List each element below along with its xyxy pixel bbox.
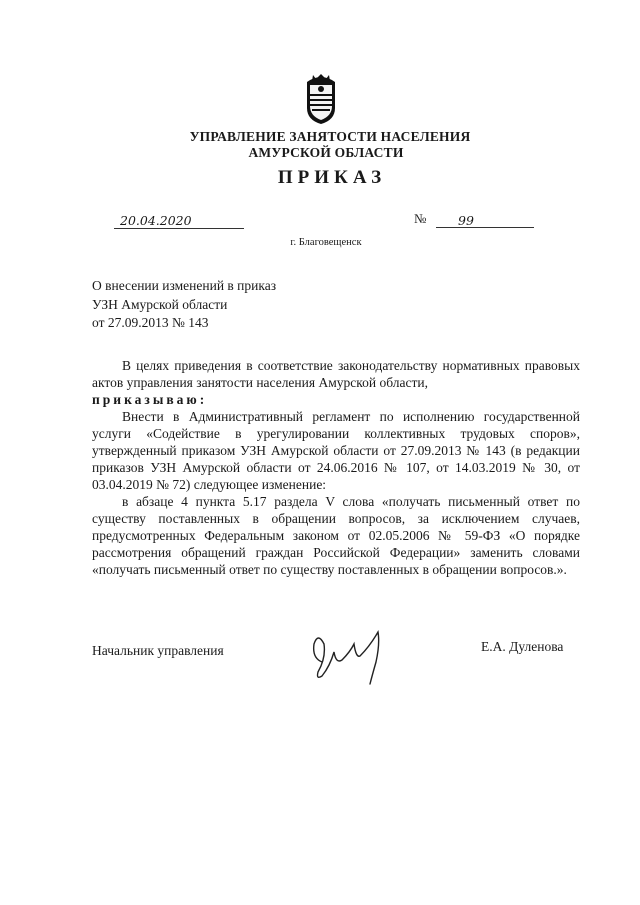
organization-name: УПРАВЛЕНИЕ ЗАНЯТОСТИ НАСЕЛЕНИЯ [189, 129, 471, 144]
number-label: № [414, 211, 427, 226]
order-word: приказываю: [92, 392, 208, 407]
change-paragraph: в абзаце 4 пункта 5.17 раздела V слова «получать письменный ответ по существу поставленных в обращении вопросов, за исключением случаев, предусмотренных Федеральным законом от 02.05.2006 № 59-ФЗ «О порядке рассмотрения обращений граждан Российской Федерации» заменить словами «получать письменный ответ по существу поставленных в обращении вопросов.». [92, 494, 580, 577]
handwritten-signature [300, 622, 400, 692]
order-number: 99 [436, 213, 534, 228]
order-date: 20.04.2020 [114, 213, 244, 229]
subject-line: УЗН Амурской области [92, 296, 228, 312]
preamble-text: В целях приведения в соответствие законодательству нормативных правовых актов управления занятости населения Амурской области, [92, 358, 580, 390]
signer-position: Начальник управления [92, 643, 224, 658]
signer-name: Е.А. Дуленова [481, 639, 564, 654]
coat-of-arms-icon [301, 72, 341, 126]
order-subject [92, 277, 276, 333]
document-type-title: ПРИКАЗ [277, 167, 387, 188]
preamble-paragraph [92, 357, 580, 391]
city-name: г. Благовещенск [290, 237, 362, 248]
subject-line: от 27.09.2013 № 143 [92, 315, 209, 330]
amendment-paragraph: Внести в Административный регламент по исполнению государственной услуги «Содействие в урегулировании коллективных трудовых споров», утвержденный приказом УЗН Амурской области от 27.09.2013 № 143 (в редакции приказов УЗН Амурской области от 24.06.2016 № 107, от 14.03.2019 № 30, от 03.04.2019 № 72) следующее изменение: [92, 409, 580, 492]
order-word-paragraph [92, 391, 580, 408]
order-body [92, 357, 580, 578]
subject-line: О внесении изменений в приказ [92, 278, 277, 293]
organization-region: АМУРСКОЙ ОБЛАСТИ [248, 145, 404, 160]
